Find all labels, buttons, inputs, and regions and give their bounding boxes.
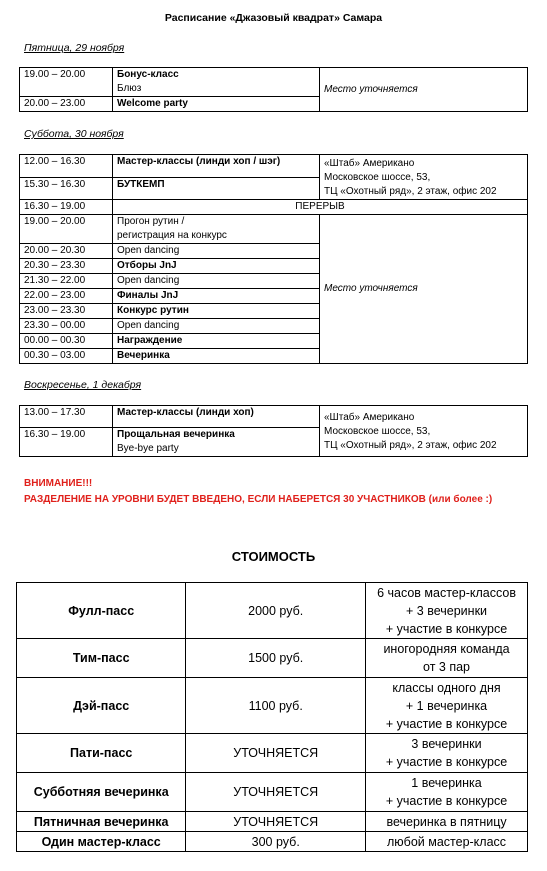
day-heading-saturday: Суббота, 30 ноября	[24, 128, 124, 140]
pass-description	[366, 583, 528, 639]
time-cell: 22.00 – 23.00	[20, 289, 113, 304]
pass-description	[366, 773, 528, 812]
warning-line: ВНИМАНИЕ!!!	[24, 478, 93, 489]
description-line: + участие в конкурсе	[385, 755, 508, 769]
time-cell: 12.00 – 16.30	[20, 155, 113, 178]
event-cell	[113, 68, 320, 97]
pass-price: 300 руб.	[186, 832, 366, 852]
time-cell: 13.00 – 17.30	[20, 406, 113, 428]
location-cell: Место уточняется	[320, 215, 528, 364]
time-cell: 21.30 – 22.00	[20, 274, 113, 289]
event-cell: Open dancing	[113, 319, 320, 334]
time-cell: 15.30 – 16.30	[20, 177, 113, 200]
sunday-schedule	[19, 405, 528, 457]
pass-description: любой мастер-класс	[366, 832, 528, 852]
pass-description: вечеринка в пятницу	[366, 812, 528, 832]
pass-description	[366, 734, 528, 773]
event-cell: БУТКЕМП	[113, 177, 320, 200]
event-cell	[113, 428, 320, 457]
time-cell: 23.30 – 00.00	[20, 319, 113, 334]
event-cell: Welcome party	[113, 97, 320, 112]
address-line: «Штаб» Американо	[324, 412, 415, 423]
event-cell: Open dancing	[113, 244, 320, 259]
event-cell	[113, 215, 320, 244]
description-line: + участие в конкурсе	[385, 621, 508, 636]
pass-price: УТОЧНЯЕТСЯ	[186, 773, 366, 812]
pass-name: Тим-пасс	[17, 639, 186, 678]
time-cell: 19.00 – 20.00	[20, 215, 113, 244]
prices-title: СТОИМОСТЬ	[231, 549, 316, 564]
pass-price: УТОЧНЯЕТСЯ	[186, 734, 366, 773]
pass-price: УТОЧНЯЕТСЯ	[186, 812, 366, 832]
day-heading-friday: Пятница, 29 ноября	[24, 42, 125, 54]
saturday-schedule	[19, 154, 528, 364]
pass-name: Пятничная вечеринка	[17, 812, 186, 832]
time-cell: 23.00 – 23.30	[20, 304, 113, 319]
pass-name: Пати-пасс	[17, 734, 186, 773]
event-subtitle: Bye-bye party	[117, 443, 179, 454]
table-row	[20, 155, 528, 178]
description-line: + 3 вечеринки	[406, 603, 488, 618]
break-label: ПЕРЕРЫВ	[113, 200, 528, 215]
address-line: ТЦ «Охотный ряд», 2 этаж, офис 202	[324, 440, 497, 451]
event-title: Прогон рутин /	[117, 216, 185, 227]
address-cell	[320, 406, 528, 457]
table-row	[17, 678, 528, 734]
location-cell: Место уточняется	[320, 68, 528, 112]
table-row	[20, 68, 528, 97]
event-cell: Open dancing	[113, 274, 320, 289]
pass-name: Дэй-пасс	[17, 678, 186, 734]
event-subtitle: Блюз	[117, 83, 142, 94]
pass-description	[366, 639, 528, 678]
table-row	[17, 812, 528, 832]
time-cell: 16.30 – 19.00	[20, 200, 113, 215]
table-row	[20, 215, 528, 244]
address-line: Московское шоссе, 53,	[324, 172, 431, 183]
table-row	[20, 200, 528, 215]
event-subtitle: регистрация на конкурс	[117, 230, 227, 241]
pass-name: Субботняя вечеринка	[17, 773, 186, 812]
event-cell: Вечеринка	[113, 349, 320, 364]
time-cell: 16.30 – 19.00	[20, 428, 113, 457]
pass-name: Фулл-пасс	[17, 583, 186, 639]
table-row	[17, 773, 528, 812]
pass-price: 2000 руб.	[186, 583, 366, 639]
table-row	[17, 583, 528, 639]
table-row	[17, 734, 528, 773]
description-line: от 3 пар	[423, 660, 471, 674]
description-line: + 1 вечеринка	[405, 698, 488, 713]
event-cell: Награждение	[113, 334, 320, 349]
table-row	[20, 406, 528, 428]
pass-price: 1500 руб.	[186, 639, 366, 678]
description-line: 1 вечеринка	[411, 776, 482, 790]
pass-price: 1100 руб.	[186, 678, 366, 734]
warning-line: РАЗДЕЛЕНИЕ НА УРОВНИ БУДЕТ ВВЕДЕНО, ЕСЛИ НАБЕРЕТСЯ 30 УЧАСТНИКОВ (или более :)	[24, 494, 493, 505]
event-cell: Отборы JnJ	[113, 259, 320, 274]
table-row	[17, 832, 528, 852]
time-cell: 00.00 – 00.30	[20, 334, 113, 349]
address-line: «Штаб» Американо	[324, 158, 415, 169]
prices-table	[16, 582, 528, 852]
event-title: Бонус-класс	[117, 69, 179, 80]
address-line: ТЦ «Охотный ряд», 2 этаж, офис 202	[324, 186, 497, 197]
page-title: Расписание «Джазовый квадрат» Самара	[164, 12, 383, 24]
warning-notice	[24, 476, 492, 508]
pass-name: Один мастер-класс	[17, 832, 186, 852]
event-cell: Мастер-классы (линди хоп / шэг)	[113, 155, 320, 178]
time-cell: 20.00 – 20.30	[20, 244, 113, 259]
pass-description	[366, 678, 528, 734]
description-line: иногородняя команда	[383, 642, 510, 656]
description-line: + участие в конкурсе	[385, 716, 508, 731]
description-line: + участие в конкурсе	[385, 794, 508, 808]
event-cell: Конкурс рутин	[113, 304, 320, 319]
description-line: 3 вечеринки	[411, 737, 482, 751]
description-line: 6 часов мастер-классов	[377, 585, 516, 600]
time-cell: 20.30 – 23.30	[20, 259, 113, 274]
day-heading-sunday: Воскресенье, 1 декабря	[24, 379, 142, 391]
time-cell: 20.00 – 23.00	[20, 97, 113, 112]
event-cell: Мастер-классы (линди хоп)	[113, 406, 320, 428]
table-row	[17, 639, 528, 678]
address-cell	[320, 155, 528, 200]
event-title: Прощальная вечеринка	[117, 429, 235, 440]
address-line: Московское шоссе, 53,	[324, 426, 431, 437]
event-cell: Финалы JnJ	[113, 289, 320, 304]
description-line: классы одного дня	[392, 680, 501, 695]
friday-schedule	[19, 67, 528, 112]
time-cell: 00.30 – 03.00	[20, 349, 113, 364]
time-cell: 19.00 – 20.00	[20, 68, 113, 97]
